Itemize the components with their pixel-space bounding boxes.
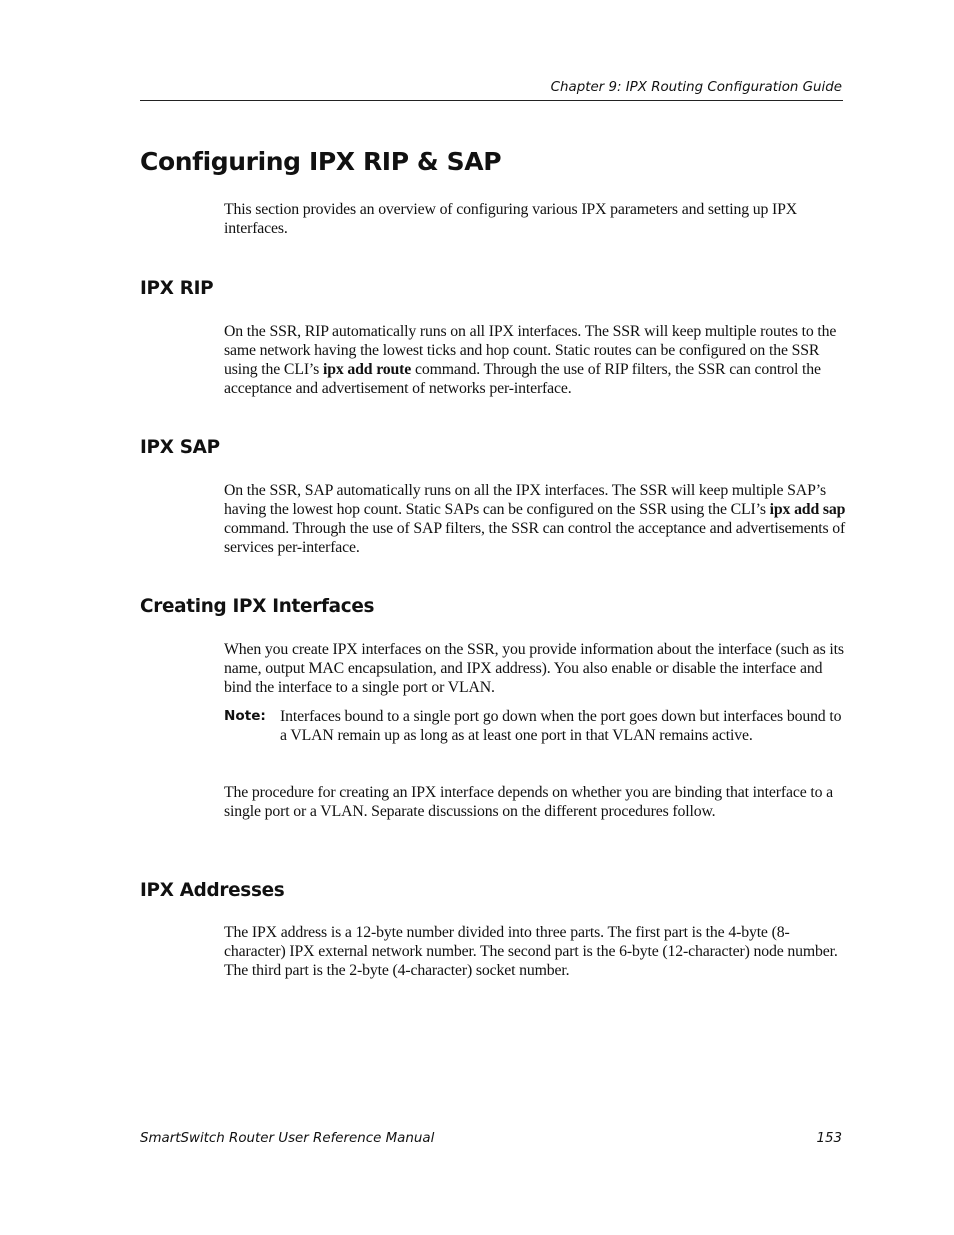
running-header: Chapter 9: IPX Routing Configuration Guide <box>550 80 842 95</box>
section-heading-creating-ipx-interfaces: Creating IPX Interfaces <box>140 596 375 617</box>
ipx-rip-paragraph <box>224 322 846 398</box>
ipx-rip-text-after: command. Through the use of RIP filters, the SSR can control the acceptance and advertisement of networks per-interface. <box>224 361 821 397</box>
note-label: Note: <box>224 708 266 724</box>
ipx-sap-paragraph <box>224 481 846 557</box>
procedure-paragraph: The procedure for creating an IPX interface depends on whether you are binding that interface to a single port or a VLAN. Separate discussions on the different procedures follow. <box>224 784 834 820</box>
section-heading-ipx-rip: IPX RIP <box>140 278 214 299</box>
page-title: Configuring IPX RIP & SAP <box>140 147 502 176</box>
intro-paragraph: This section provides an overview of configuring various IPX parameters and setting up IPX interfaces. <box>224 201 798 237</box>
ipx-addresses-paragraph: The IPX address is a 12-byte number divided into three parts. The first part is the 4-byte (8-character) IPX external network number. The second part is the 6-byte (12-character) node number. The third part is the 2-byte (4-character) socket number. <box>224 924 838 979</box>
ipx-sap-text-before: On the SSR, SAP automatically runs on all the IPX interfaces. The SSR will keep multiple SAP’s having the lowest hop count. Static SAPs can be configured on the SSR using the CLI’s <box>224 482 826 518</box>
section-heading-ipx-addresses: IPX Addresses <box>140 880 285 901</box>
ipx-sap-text-after: command. Through the use of SAP filters, the SSR can control the acceptance and advertisements of services per-interface. <box>224 520 846 556</box>
creating-interfaces-paragraph: When you create IPX interfaces on the SSR, you provide information about the interface (such as its name, output MAC encapsulation, and IPX address). You also enable or disable the interface and bind the interface to a single port or VLAN. <box>224 641 844 696</box>
ipx-add-sap-command: ipx add sap <box>769 501 846 518</box>
section-heading-ipx-sap: IPX SAP <box>140 437 220 458</box>
header-rule <box>140 100 843 101</box>
footer-manual-title: SmartSwitch Router User Reference Manual <box>140 1131 435 1146</box>
note-text: Interfaces bound to a single port go down when the port goes down but interfaces bound to a VLAN remain up as long as at least one port in that VLAN remains active. <box>280 708 842 744</box>
ipx-rip-text-before: On the SSR, RIP automatically runs on all IPX interfaces. The SSR will keep multiple routes to the same network having the lowest ticks and hop count. Static routes can be configured on the SSR using the CLI’s <box>224 323 837 378</box>
ipx-add-route-command: ipx add route <box>322 361 412 378</box>
footer-page-number: 153 <box>816 1131 842 1146</box>
